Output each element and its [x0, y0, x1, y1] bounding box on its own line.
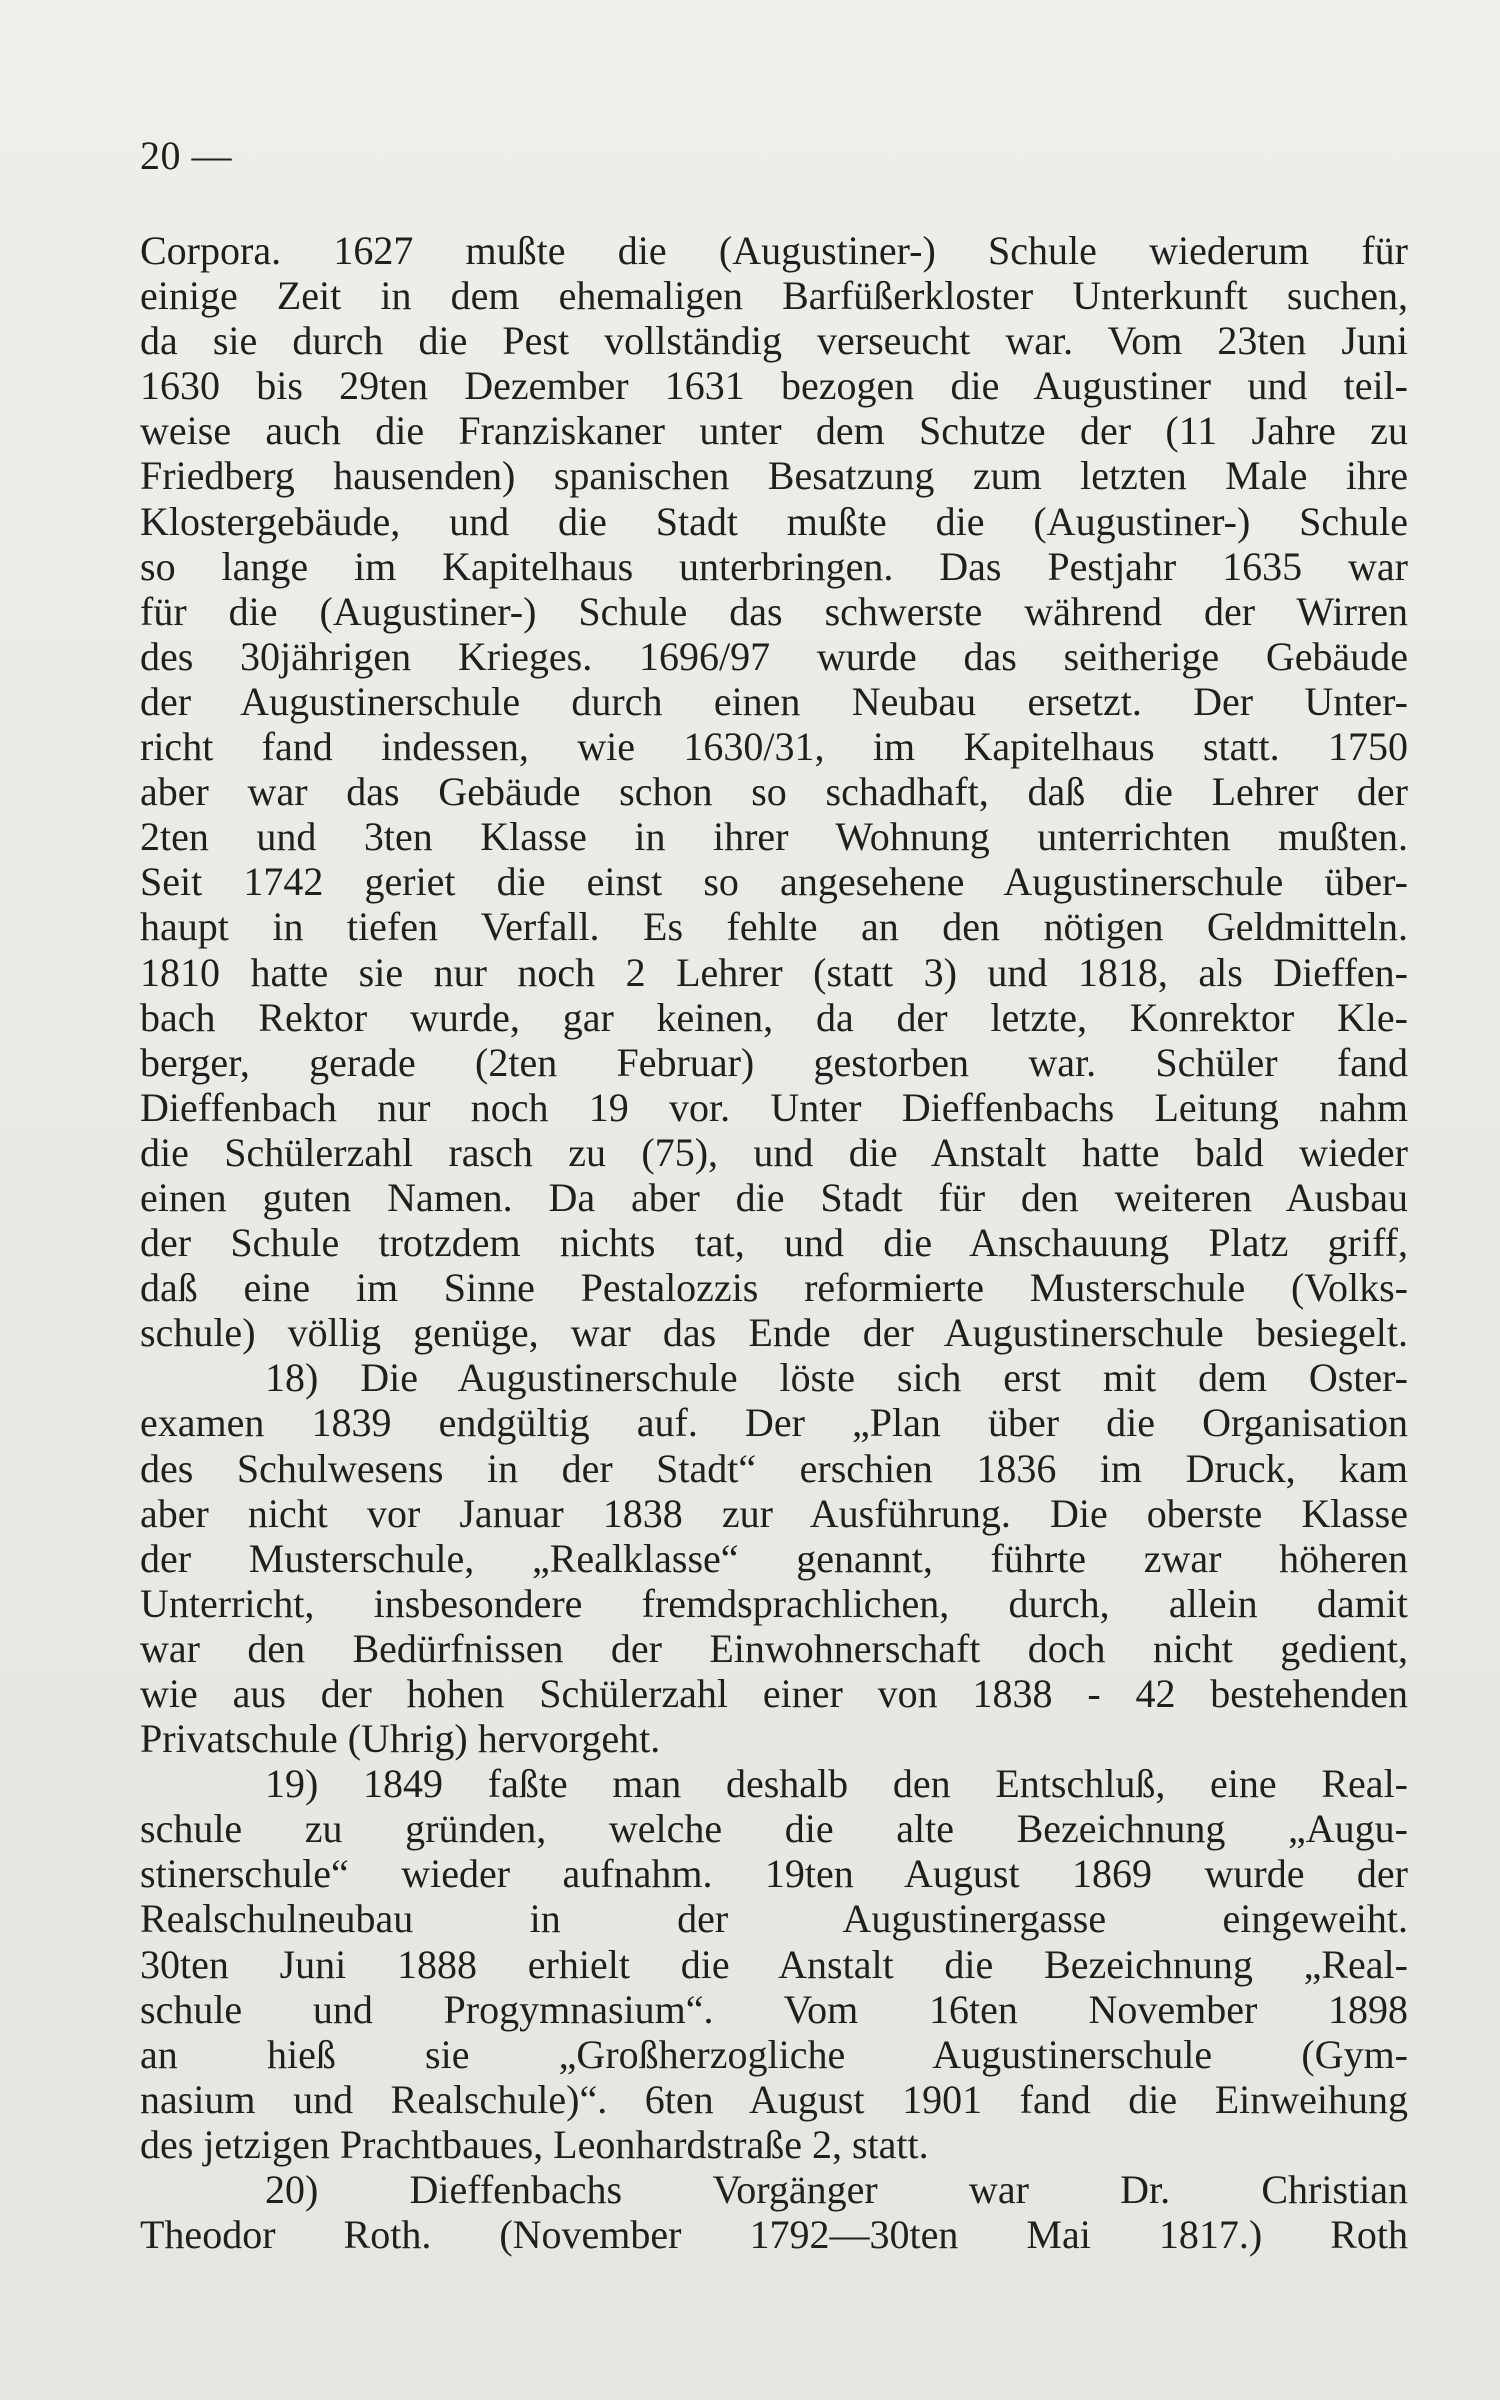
- text-line: der Schule trotzdem nichts tat, und die Anschauung Platz griff,: [140, 1220, 1408, 1266]
- text-line: berger, gerade (2ten Februar) gestorben war. Schüler fand: [140, 1039, 1408, 1085]
- text-line: 20) Dieffenbachs Vorgänger war Dr. Christian: [265, 2167, 1408, 2213]
- text-line: 18) Die Augustinerschule löste sich erst mit dem Oster-: [265, 1355, 1408, 1401]
- page-number: 20 —: [140, 133, 232, 178]
- body-text: [140, 228, 1408, 2257]
- text-line: bach Rektor wurde, gar keinen, da der letzte, Konrektor Kle-: [140, 994, 1408, 1040]
- text-line: Unterricht, insbesondere fremdsprachlichen, durch, allein damit: [140, 1580, 1408, 1626]
- text-line: Seit 1742 geriet die einst so angesehene Augustinerschule über-: [140, 859, 1408, 905]
- text-line: 19) 1849 faßte man deshalb den Entschluß, eine Real-: [265, 1761, 1408, 1807]
- text-line: examen 1839 endgültig auf. Der „Plan über die Organisation: [140, 1400, 1408, 1446]
- text-line: einige Zeit in dem ehemaligen Barfüßerkloster Unterkunft suchen,: [140, 273, 1408, 319]
- text-line: der Musterschule, „Realklasse“ genannt, führte zwar höheren: [140, 1535, 1408, 1581]
- text-line: Corpora. 1627 mußte die (Augustiner-) Schule wiederum für: [140, 228, 1408, 273]
- text-line: wie aus der hohen Schülerzahl einer von 1838 - 42 bestehenden: [140, 1671, 1408, 1716]
- text-line: des 30jährigen Krieges. 1696/97 wurde das seitherige Gebäude: [140, 633, 1408, 679]
- text-line: des Schulwesens in der Stadt“ erschien 1836 im Druck, kam: [140, 1445, 1408, 1491]
- text-line: 1630 bis 29ten Dezember 1631 bezogen die Augustiner und teil-: [140, 363, 1408, 409]
- paragraph-1: [140, 228, 1408, 1355]
- text-line: weise auch die Franziskaner unter dem Schutze der (11 Jahre zu: [140, 408, 1408, 454]
- text-line: die Schülerzahl rasch zu (75), und die Anstalt hatte bald wieder: [140, 1129, 1408, 1175]
- text-line: da sie durch die Pest vollständig verseucht war. Vom 23ten Juni: [140, 318, 1408, 364]
- text-line: schule und Progymnasium“. Vom 16ten November 1898: [140, 1986, 1408, 2032]
- text-line: daß eine im Sinne Pestalozzis reformierte Musterschule (Volks-: [140, 1265, 1408, 1311]
- text-line: nasium und Realschule)“. 6ten August 1901 fand die Einweihung: [140, 2076, 1408, 2122]
- text-line: Realschulneubau in der Augustinergasse eingeweiht.: [140, 1896, 1408, 1942]
- text-line: des jetzigen Prachtbaues, Leonhardstraße 2, statt.: [140, 2121, 929, 2167]
- text-line: der Augustinerschule durch einen Neubau ersetzt. Der Unter-: [140, 678, 1408, 724]
- text-line: einen guten Namen. Da aber die Stadt für den weiteren Ausbau: [140, 1174, 1408, 1220]
- text-line: war den Bedürfnissen der Einwohnerschaft doch nicht gedient,: [140, 1625, 1408, 1671]
- text-line: 2ten und 3ten Klasse in ihrer Wohnung unterrichten mußten.: [140, 814, 1408, 860]
- text-line: Privatschule (Uhrig) hervorgeht.: [140, 1716, 661, 1762]
- text-line: Friedberg hausenden) spanischen Besatzung zum letzten Male ihre: [140, 453, 1408, 499]
- text-line: an hieß sie „Großherzogliche Augustinerschule (Gym-: [140, 2031, 1408, 2077]
- text-line: aber nicht vor Januar 1838 zur Ausführung. Die oberste Klasse: [140, 1490, 1408, 1536]
- text-line: stinerschule“ wieder aufnahm. 19ten August 1869 wurde der: [140, 1851, 1408, 1897]
- text-line: Theodor Roth. (November 1792—30ten Mai 1817.) Roth: [140, 2212, 1408, 2258]
- text-line: 30ten Juni 1888 erhielt die Anstalt die Bezeichnung „Real-: [140, 1941, 1408, 1987]
- text-line: haupt in tiefen Verfall. Es fehlte an den nötigen Geldmitteln.: [140, 904, 1408, 950]
- text-line: aber war das Gebäude schon so schadhaft, daß die Lehrer der: [140, 769, 1408, 815]
- text-line: so lange im Kapitelhaus unterbringen. Das Pestjahr 1635 war: [140, 543, 1408, 589]
- text-line: richt fand indessen, wie 1630/31, im Kapitelhaus statt. 1750: [140, 724, 1408, 770]
- footnote-18: [140, 1355, 1408, 1761]
- footnote-20: [140, 2167, 1408, 2257]
- text-line: Dieffenbach nur noch 19 vor. Unter Dieffenbachs Leitung nahm: [140, 1084, 1408, 1130]
- text-line: 1810 hatte sie nur noch 2 Lehrer (statt 3) und 1818, als Dieffen-: [140, 949, 1408, 995]
- footnote-19: [140, 1761, 1408, 2167]
- text-line: schule zu gründen, welche die alte Bezeichnung „Augu-: [140, 1806, 1408, 1852]
- text-line: für die (Augustiner-) Schule das schwerste während der Wirren: [140, 588, 1408, 634]
- text-line: Klostergebäude, und die Stadt mußte die (Augustiner-) Schule: [140, 498, 1408, 544]
- text-line: schule) völlig genüge, war das Ende der Augustinerschule besiegelt.: [140, 1310, 1408, 1356]
